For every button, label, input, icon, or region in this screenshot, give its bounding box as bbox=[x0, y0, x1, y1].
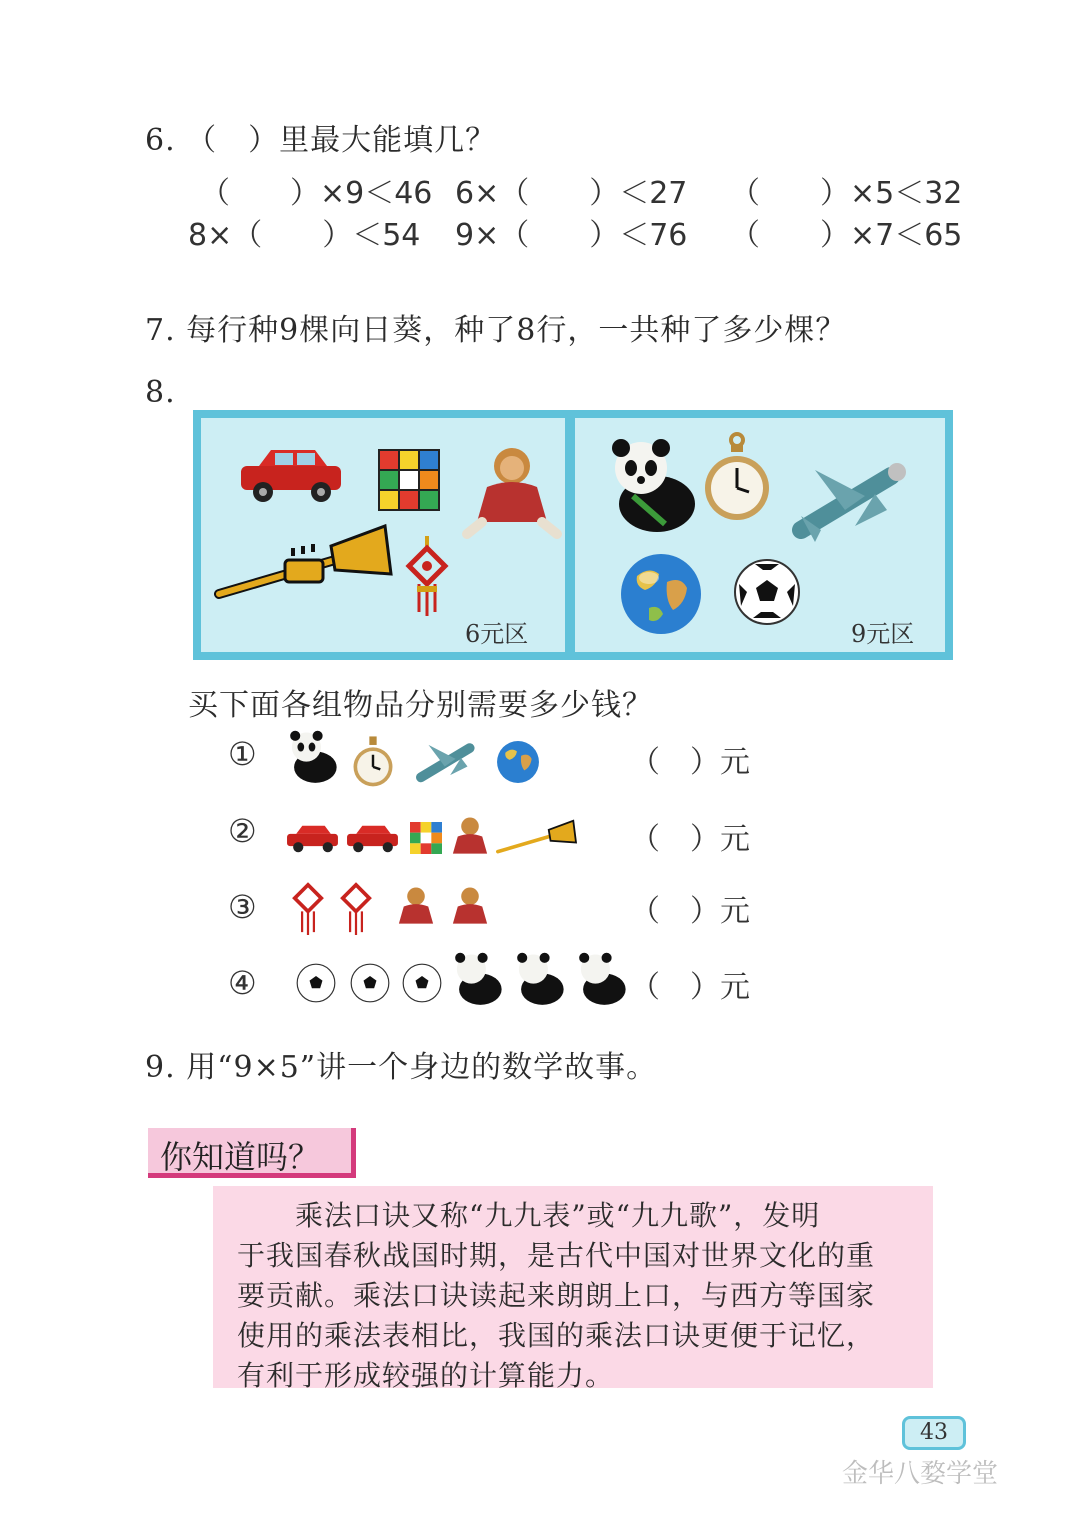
group-4-answer: （ ）元 bbox=[630, 970, 750, 1005]
rubiks-cube-icon bbox=[410, 822, 442, 854]
chinese-knot-icon bbox=[405, 536, 449, 620]
chinese-knot-icon bbox=[338, 876, 374, 938]
group-1-answer: （ ）元 bbox=[630, 745, 750, 780]
q6-eq-3: （ ）×5＜32 bbox=[730, 176, 963, 211]
q6-eq-1: （ ）×9＜46 bbox=[200, 176, 433, 211]
q6-eq-5: 9×（ ）＜76 bbox=[455, 218, 688, 253]
zone-6-yuan-label: 6元区 bbox=[465, 620, 529, 648]
pocket-watch-icon bbox=[352, 734, 394, 790]
doll-icon bbox=[467, 442, 557, 542]
group-3-number: ③ bbox=[228, 888, 257, 926]
panda-icon bbox=[285, 728, 339, 784]
zone-6-yuan bbox=[201, 418, 565, 652]
panda-icon bbox=[603, 434, 699, 534]
panda-icon bbox=[574, 950, 628, 1006]
globe-icon bbox=[619, 552, 703, 636]
doll-icon bbox=[394, 884, 438, 934]
trumpet-icon bbox=[496, 818, 576, 858]
panda-icon bbox=[512, 950, 566, 1006]
doll-icon bbox=[448, 884, 492, 934]
group-1-number: ① bbox=[228, 735, 257, 773]
soccer-ball-icon bbox=[350, 963, 390, 1003]
group-4-number: ④ bbox=[228, 964, 257, 1002]
soccer-ball-icon bbox=[296, 963, 336, 1003]
watermark: 金华八婺学堂 bbox=[842, 1459, 999, 1489]
airplane-icon bbox=[795, 450, 907, 546]
question-6-title: 6. （ ）里最大能填几？ bbox=[145, 123, 497, 158]
rubiks-cube-icon bbox=[379, 450, 439, 510]
trumpet-icon bbox=[215, 526, 391, 602]
panda-icon bbox=[450, 950, 504, 1006]
soccer-ball-icon bbox=[733, 558, 801, 626]
pocket-watch-icon bbox=[703, 434, 771, 526]
question-8-prompt: 买下面各组物品分别需要多少钱？ bbox=[188, 688, 653, 723]
did-you-know-box bbox=[213, 1186, 933, 1392]
knowledge-line: 有利于形成较强的计算能力。 bbox=[237, 1359, 615, 1392]
soccer-ball-icon bbox=[402, 963, 442, 1003]
price-zone-panel bbox=[193, 410, 953, 660]
q6-eq-4: 8×（ ）＜54 bbox=[188, 218, 421, 253]
chinese-knot-icon bbox=[290, 876, 326, 938]
group-3-answer: （ ）元 bbox=[630, 894, 750, 929]
group-2-number: ② bbox=[228, 812, 257, 850]
page-number: 43 bbox=[902, 1416, 966, 1450]
question-7-title: 7. 每行种9棵向日葵，种了8行，一共种了多少棵？ bbox=[145, 313, 847, 348]
did-you-know-title: 你知道吗？ bbox=[148, 1128, 356, 1178]
question-8-number: 8. bbox=[145, 375, 176, 410]
doll-icon bbox=[448, 814, 492, 864]
q6-eq-6: （ ）×7＜65 bbox=[730, 218, 963, 253]
group-2-answer: （ ）元 bbox=[630, 822, 750, 857]
airplane-icon bbox=[416, 734, 480, 786]
car-icon bbox=[345, 822, 401, 854]
knowledge-line: 乘法口诀又称“九九表”或“九九歌”，发明 bbox=[295, 1199, 821, 1232]
zone-9-yuan bbox=[575, 418, 945, 652]
knowledge-line: 使用的乘法表相比，我国的乘法口诀更便于记忆， bbox=[237, 1319, 876, 1352]
question-9-title: 9. 用“9×5”讲一个身边的数学故事。 bbox=[145, 1050, 658, 1085]
q6-eq-2: 6×（ ）＜27 bbox=[455, 176, 688, 211]
knowledge-line: 于我国春秋战国时期，是古代中国对世界文化的重 bbox=[237, 1239, 876, 1272]
globe-icon bbox=[496, 740, 540, 784]
knowledge-line: 要贡献。乘法口诀读起来朗朗上口，与西方等国家 bbox=[237, 1279, 876, 1312]
car-icon bbox=[237, 444, 347, 504]
zone-9-yuan-label: 9元区 bbox=[851, 620, 915, 648]
car-icon bbox=[285, 822, 341, 854]
